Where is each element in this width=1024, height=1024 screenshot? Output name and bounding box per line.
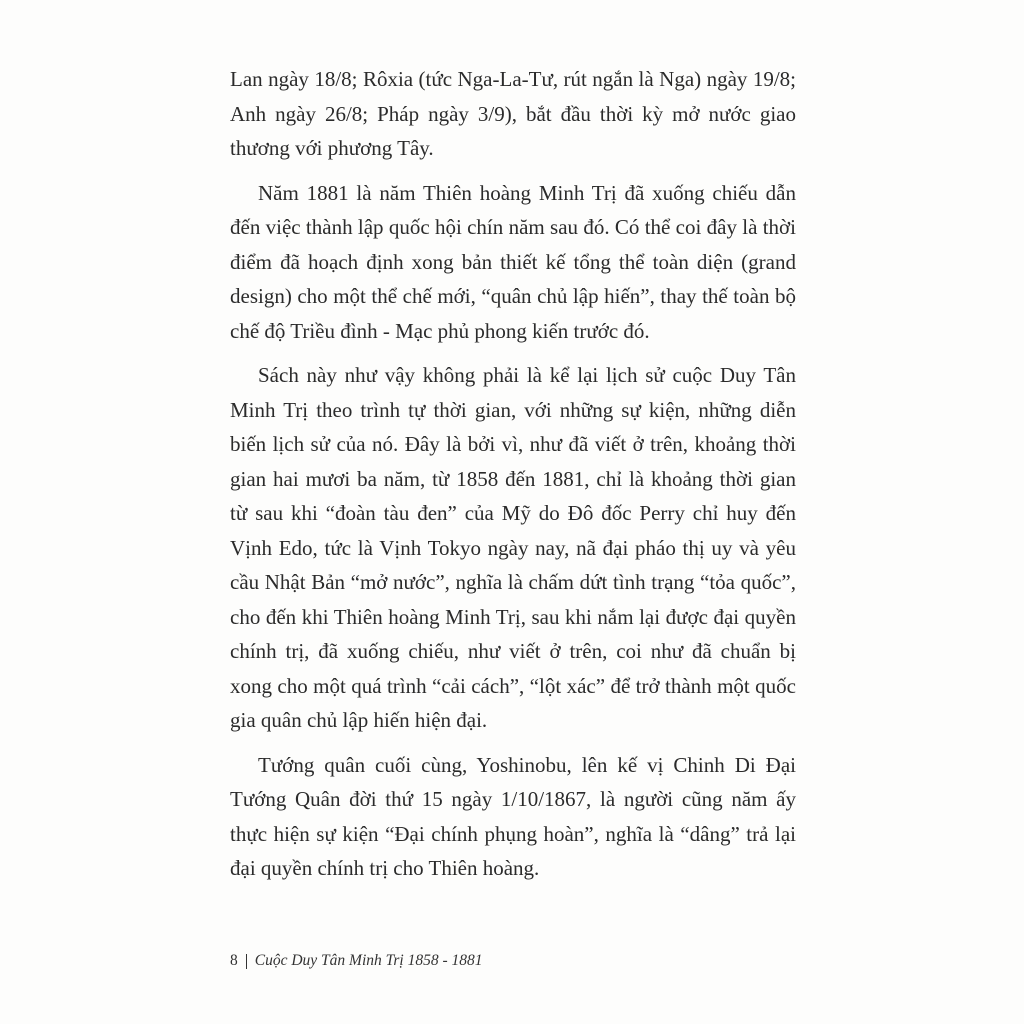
paragraph: Tướng quân cuối cùng, Yoshinobu, lên kế vị Chinh Di Đại Tướng Quân đời thứ 15 ngày 1/10/1867, là người cũng năm ấy thực hiện sự kiện “Đại chính phụng hoàn”, nghĩa là “dâng” trả lại đại quyền chính trị cho Thiên hoàng. xyxy=(230,752,796,880)
page-number: 8 xyxy=(230,952,238,969)
paragraph-continued: Lan ngày 18/8; Rôxia (tức Nga-La-Tư, rút ngắn là Nga) ngày 19/8; Anh ngày 26/8; Pháp ngày 3/9), bắt đầu thời kỳ mở nước giao thương với phương Tây. xyxy=(230,67,796,160)
footer-divider xyxy=(246,954,247,969)
paragraph: Năm 1881 là năm Thiên hoàng Minh Trị đã xuống chiếu dẫn đến việc thành lập quốc hội chín năm sau đó. Có thể coi đây là thời điểm đã hoạch định xong bản thiết kế tổng thể toàn diện (grand design) cho một thể chế mới, “quân chủ lập hiến”, thay thế toàn bộ chế độ Triều đình - Mạc phủ phong kiến trước đó. xyxy=(230,180,796,343)
running-title: Cuộc Duy Tân Minh Trị 1858 - 1881 xyxy=(254,952,483,969)
page-footer xyxy=(230,952,483,970)
body-text xyxy=(230,62,796,896)
paragraph: Sách này như vậy không phải là kể lại lịch sử cuộc Duy Tân Minh Trị theo trình tự thời gian, với những sự kiện, những diễn biến lịch sử của nó. Đây là bởi vì, như đã viết ở trên, khoảng thời gian hai mươi ba năm, từ 1858 đến 1881, chỉ là khoảng thời gian từ sau khi “đoàn tàu đen” của Mỹ do Đô đốc Perry chỉ huy đến Vịnh Edo, tức là Vịnh Tokyo ngày nay, nã đại pháo thị uy và yêu cầu Nhật Bản “mở nước”, nghĩa là chấm dứt tình trạng “tỏa quốc”, cho đến khi Thiên hoàng Minh Trị, sau khi nắm lại được đại quyền chính trị, đã xuống chiếu, như viết ở trên, coi như đã chuẩn bị xong cho một quá trình “cải cách”, “lột xác” để trở thành một quốc gia quân chủ lập hiến hiện đại. xyxy=(230,363,796,732)
